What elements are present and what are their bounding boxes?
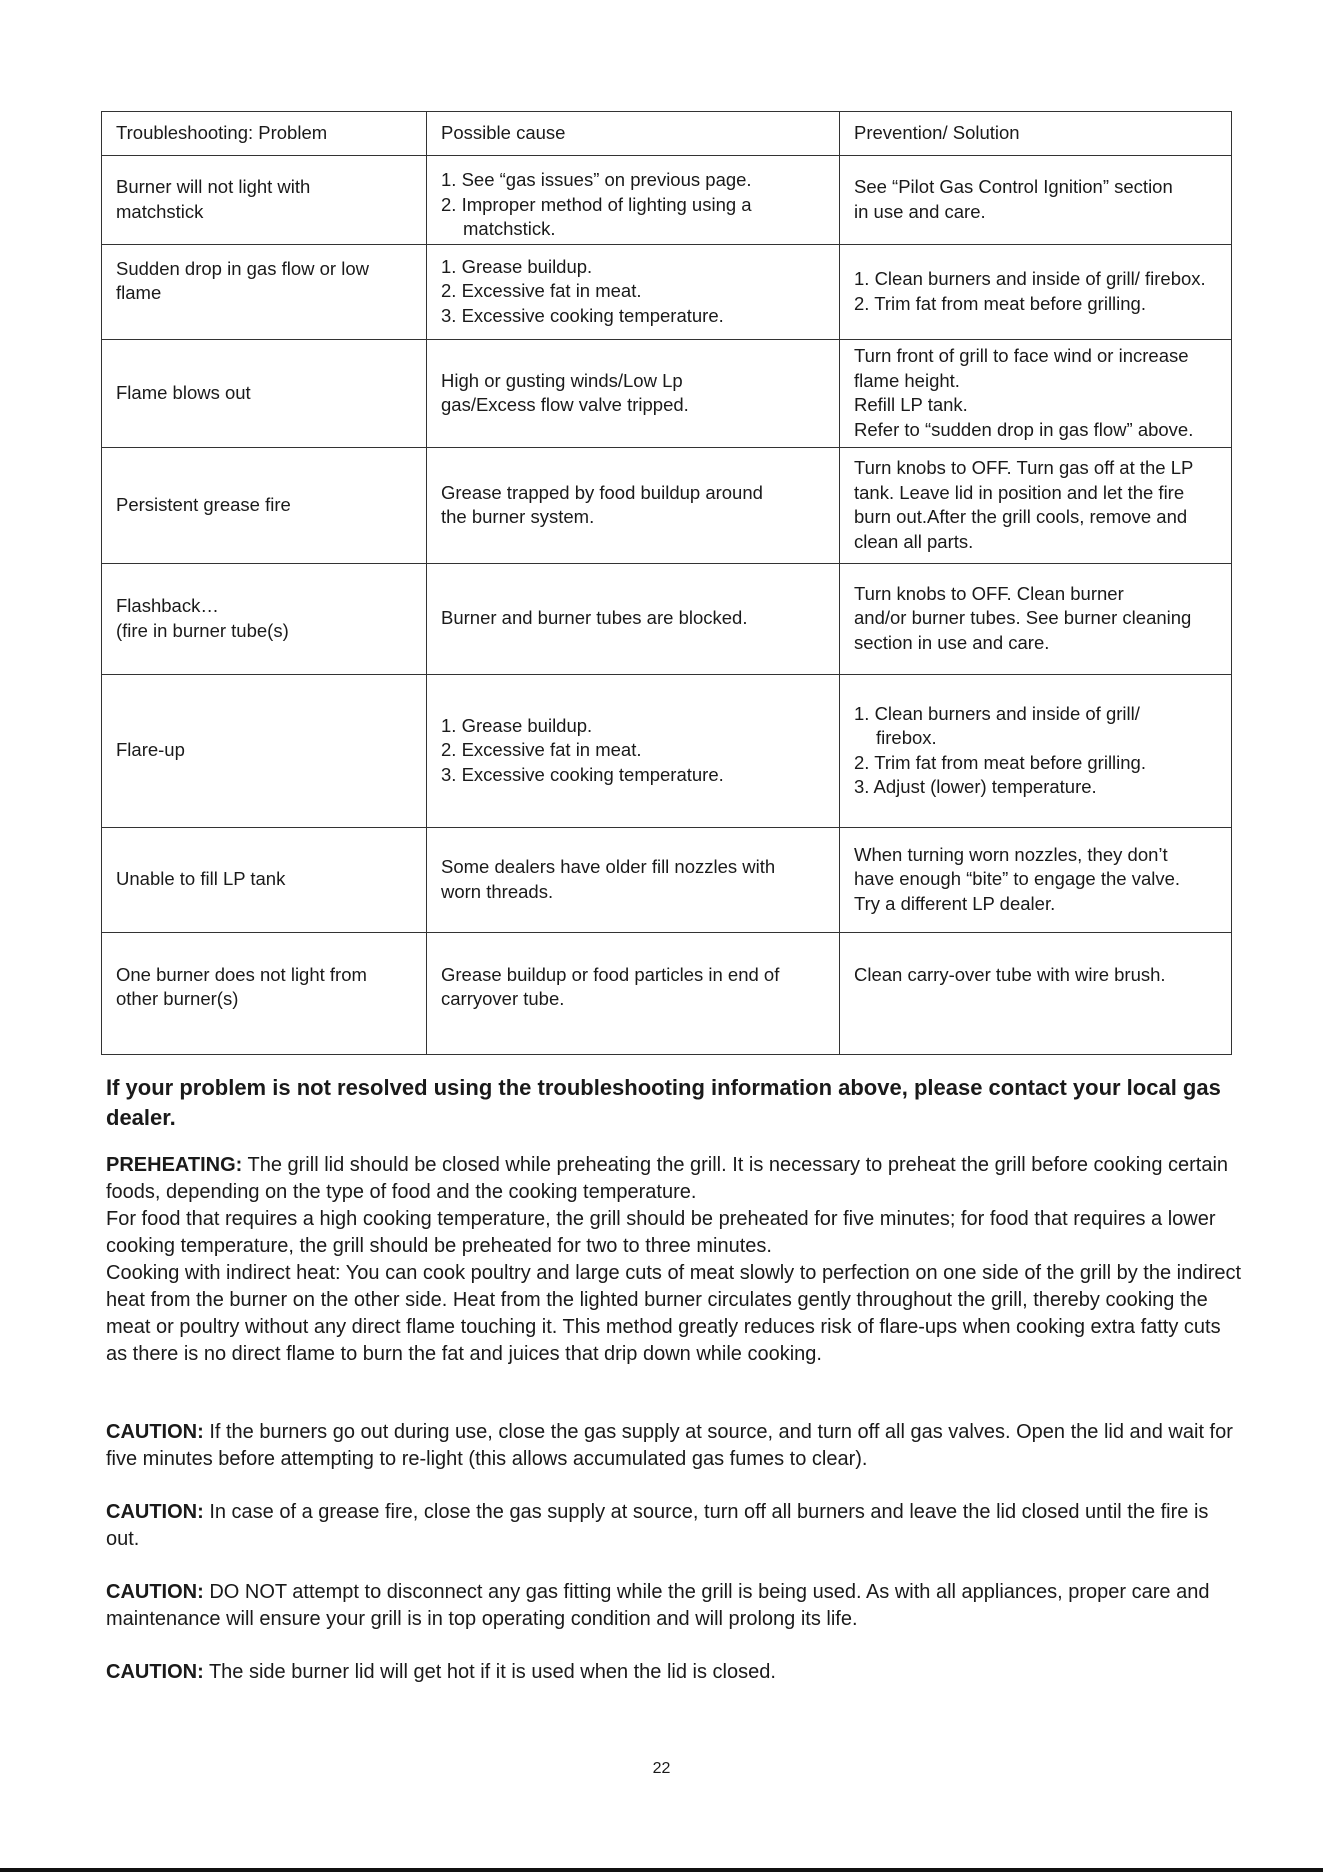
solution-line: tank. Leave lid in position and let the fire bbox=[854, 481, 1185, 503]
problem-cell bbox=[102, 447, 427, 563]
problem-line: other burner(s) bbox=[116, 988, 239, 1009]
caution-paragraph bbox=[106, 1499, 1246, 1553]
cause-line: Grease buildup or food particles in end of bbox=[441, 963, 780, 985]
caution-text: If the burners go out during use, close the gas supply at source, and turn off all gas valves. Open the lid and wait for five minutes before attempting to re-light (this allows accumulated gas fumes to clear). bbox=[106, 1421, 1233, 1470]
page-bottom-rule bbox=[0, 1868, 1323, 1872]
cause-line: 3. Excessive cooking temperature. bbox=[441, 763, 724, 785]
solution-line: clean all parts. bbox=[854, 530, 974, 552]
cause-line: Grease trapped by food buildup around bbox=[441, 481, 763, 503]
solution-line: Refer to “sudden drop in gas flow” above. bbox=[854, 418, 1194, 440]
problem-cell bbox=[102, 244, 427, 339]
problem-line: Flashback… bbox=[116, 595, 219, 616]
header-solution: Prevention/ Solution bbox=[840, 112, 1232, 156]
solution-cell bbox=[840, 156, 1232, 245]
problem-cell bbox=[102, 827, 427, 932]
caution-label: CAUTION: bbox=[106, 1581, 204, 1603]
problem-line: Unable to fill LP tank bbox=[116, 868, 286, 890]
solution-line: have enough “bite” to engage the valve. bbox=[854, 868, 1181, 890]
solution-line: section in use and care. bbox=[854, 631, 1050, 653]
page-number: 22 bbox=[652, 1760, 671, 1777]
cause-line: 2. Improper method of lighting using a matchstick. bbox=[441, 193, 752, 239]
table-row bbox=[102, 447, 1232, 563]
table-row bbox=[102, 339, 1232, 447]
header-problem: Troubleshooting: Problem bbox=[102, 112, 427, 156]
cause-cell bbox=[427, 563, 840, 674]
cause-line: worn threads. bbox=[441, 880, 554, 902]
cause-line: gas/Excess flow valve tripped. bbox=[441, 394, 689, 415]
caution-paragraph bbox=[106, 1419, 1246, 1473]
cause-line: Burner and burner tubes are blocked. bbox=[441, 607, 748, 629]
problem-line: One burner does not light from bbox=[116, 963, 367, 985]
caution-paragraph bbox=[106, 1579, 1246, 1633]
solution-line: 2. Trim fat from meat before grilling. bbox=[854, 292, 1146, 314]
solution-line: flame height. bbox=[854, 369, 960, 391]
problem-cell bbox=[102, 674, 427, 827]
header-cause: Possible cause bbox=[427, 112, 840, 156]
cause-line: 1. See “gas issues” on previous page. bbox=[441, 169, 752, 190]
cause-line: 2. Excessive fat in meat. bbox=[441, 280, 642, 302]
solution-line: 2. Trim fat from meat before grilling. bbox=[854, 751, 1146, 773]
problem-line: Persistent grease fire bbox=[116, 493, 291, 515]
problem-line: Burner will not light with bbox=[116, 176, 311, 198]
solution-line: burn out.After the grill cools, remove and bbox=[854, 506, 1188, 527]
problem-line: flame bbox=[116, 282, 162, 303]
cause-cell bbox=[427, 156, 840, 245]
solution-cell bbox=[840, 339, 1232, 447]
solution-cell bbox=[840, 447, 1232, 563]
table-row bbox=[102, 674, 1232, 827]
problem-cell bbox=[102, 932, 427, 1054]
caution-text: In case of a grease fire, close the gas supply at source, turn off all burners and leave the lid closed until the fire is out. bbox=[106, 1501, 1209, 1550]
solution-line: Turn knobs to OFF. Turn gas off at the LP bbox=[854, 457, 1194, 478]
cause-cell bbox=[427, 447, 840, 563]
problem-cell bbox=[102, 563, 427, 674]
caution-text: DO NOT attempt to disconnect any gas fitting while the grill is being used. As with all appliances, proper care and maintenance will ensure your grill is in top operating condition and will prolong its life. bbox=[106, 1581, 1210, 1630]
caution-text: The side burner lid will get hot if it is used when the lid is closed. bbox=[203, 1661, 776, 1683]
preheating-time-paragraph: For food that requires a high cooking temperature, the grill should be preheated for five minutes; for food that requires a lower cooking temperature, the grill should be preheated for two to three minutes. bbox=[106, 1208, 1216, 1257]
cause-cell bbox=[427, 827, 840, 932]
solution-line: in use and care. bbox=[854, 200, 986, 222]
problem-cell bbox=[102, 339, 427, 447]
table-row bbox=[102, 244, 1232, 339]
cause-line: 1. Grease buildup. bbox=[441, 714, 593, 736]
solution-line: 3. Adjust (lower) temperature. bbox=[854, 776, 1097, 797]
cause-line: 1. Grease buildup. bbox=[441, 255, 593, 277]
preheating-text: The grill lid should be closed while preheating the grill. It is necessary to preheat the grill before cooking certain foods, depending on the type of food and the cooking temperature. bbox=[106, 1154, 1229, 1203]
solution-cell bbox=[840, 244, 1232, 339]
cause-cell bbox=[427, 339, 840, 447]
cause-line: the burner system. bbox=[441, 506, 595, 527]
cause-line: Some dealers have older fill nozzles with bbox=[441, 856, 776, 877]
solution-line: 1. Clean burners and inside of grill/ firebox. bbox=[854, 268, 1206, 289]
cause-cell bbox=[427, 932, 840, 1054]
solution-line: Refill LP tank. bbox=[854, 394, 968, 415]
cause-cell bbox=[427, 674, 840, 827]
caution-label: CAUTION: bbox=[106, 1501, 204, 1523]
problem-line: matchstick bbox=[116, 200, 204, 222]
problem-cell bbox=[102, 156, 427, 245]
caution-paragraph bbox=[106, 1659, 1246, 1686]
indirect-heat-paragraph: Cooking with indirect heat: You can cook poultry and large cuts of meat slowly to perfection on one side of the grill by the indirect heat from the burner on the other side. Heat from the lighted burner circulates gently throughout the grill, thereby cooking the meat or poultry without any direct flame touching it. This method greatly reduces risk of flare-ups when cooking extra fatty cuts as there is no direct flame to burn the fat and juices that drip down while cooking. bbox=[106, 1262, 1242, 1365]
problem-line: Sudden drop in gas flow or low bbox=[116, 257, 369, 279]
solution-line: Try a different LP dealer. bbox=[854, 892, 1056, 914]
caution-label: CAUTION: bbox=[106, 1421, 204, 1443]
cause-line: carryover tube. bbox=[441, 988, 565, 1009]
table-row bbox=[102, 563, 1232, 674]
solution-cell bbox=[840, 674, 1232, 827]
problem-line: Flame blows out bbox=[116, 381, 251, 403]
solution-line: Clean carry-over tube with wire brush. bbox=[854, 963, 1166, 985]
solution-cell bbox=[840, 932, 1232, 1054]
cause-line: 2. Excessive fat in meat. bbox=[441, 739, 642, 761]
contact-dealer-notice: If your problem is not resolved using the troubleshooting information above, please contact your local gas dealer. bbox=[106, 1075, 1221, 1130]
solution-cell bbox=[840, 827, 1232, 932]
solution-line: When turning worn nozzles, they don’t bbox=[854, 843, 1168, 865]
cause-line: High or gusting winds/Low Lp bbox=[441, 369, 683, 391]
table-header-row bbox=[102, 112, 1232, 156]
table-row bbox=[102, 932, 1232, 1054]
preheating-label: PREHEATING: bbox=[106, 1154, 243, 1176]
problem-line: (fire in burner tube(s) bbox=[116, 619, 289, 641]
cause-line: 3. Excessive cooking temperature. bbox=[441, 304, 724, 326]
table-row bbox=[102, 827, 1232, 932]
solution-line: Turn front of grill to face wind or increase bbox=[854, 345, 1189, 366]
table-row bbox=[102, 156, 1232, 245]
troubleshooting-table bbox=[101, 111, 1232, 1055]
solution-line: Turn knobs to OFF. Clean burner bbox=[854, 582, 1124, 604]
solution-line: and/or burner tubes. See burner cleaning bbox=[854, 607, 1192, 629]
problem-line: Flare-up bbox=[116, 739, 185, 761]
cause-cell bbox=[427, 244, 840, 339]
solution-cell bbox=[840, 563, 1232, 674]
caution-label: CAUTION: bbox=[106, 1661, 204, 1683]
solution-line: See “Pilot Gas Control Ignition” section bbox=[854, 176, 1173, 198]
solution-line: 1. Clean burners and inside of grill/ firebox. bbox=[854, 702, 1140, 748]
preheating-paragraph bbox=[106, 1152, 1246, 1206]
